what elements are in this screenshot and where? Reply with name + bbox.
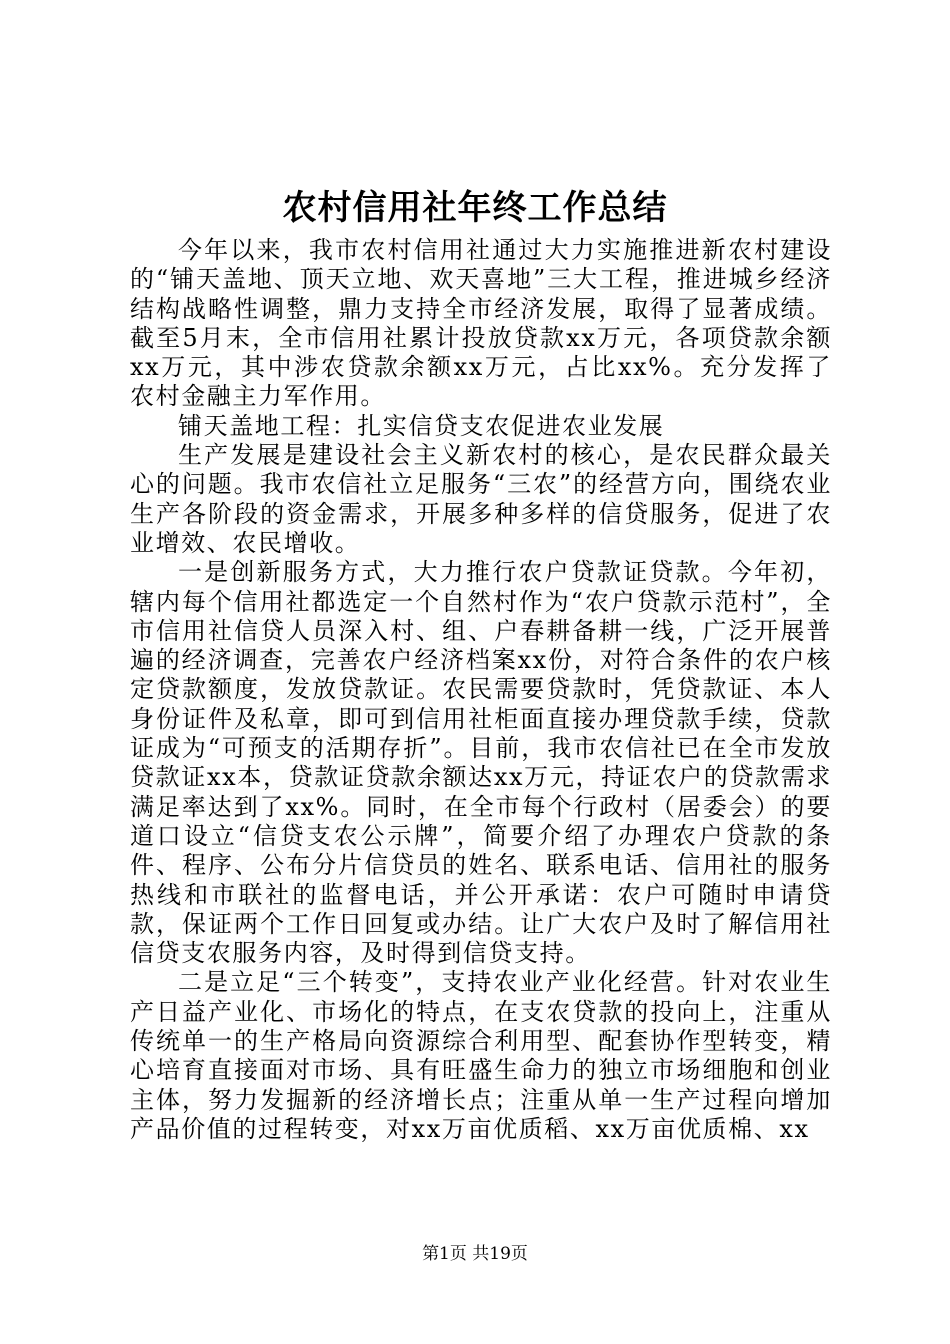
- document-title: 农村信用社年终工作总结: [282, 188, 668, 228]
- paragraph-intro: 今年以来，我市农村信用社通过大力实施推进新农村建设的“铺天盖地、顶天立地、欢天喜地”三大工程，推进城乡经济结构战略性调整，鼎力支持全市经济发展，取得了显著成绩。截至5月末，全市信用社累计投放贷款xx万元，各项贷款余额xx万元，其中涉农贷款余额xx万元，占比xx%。充分发挥了农村金融主力军作用。: [130, 236, 832, 411]
- document-body: [130, 236, 832, 1144]
- paragraph-point-2: 二是立足“三个转变”，支持农业产业化经营。针对农业生产日益产业化、市场化的特点，在支农贷款的投向上，注重从传统单一的生产格局向资源综合利用型、配套协作型转变，精心培育直接面对市场、具有旺盛生命力的独立市场细胞和创业主体，努力发掘新的经济增长点；注重从单一生产过程向增加产品价值的过程转变，对xx万亩优质稻、xx万亩优质棉、xx: [130, 968, 832, 1143]
- page-number-footer: 第1页 共19页: [422, 1244, 528, 1264]
- paragraph-point-1: 一是创新服务方式，大力推行农户贷款证贷款。今年初，辖内每个信用社都选定一个自然村作为“农户贷款示范村”，全市信用社信贷人员深入村、组、户春耕备耕一线，广泛开展普遍的经济调查，完善农户经济档案xx份，对符合条件的农户核定贷款额度，发放贷款证。农民需要贷款时，凭贷款证、本人身份证件及私章，即可到信用社柜面直接办理贷款手续，贷款证成为“可预支的活期存折”。目前，我市农信社已在全市发放贷款证xx本，贷款证贷款余额达xx万元，持证农户的贷款需求满足率达到了xx%。同时，在全市每个行政村（居委会）的要道口设立“信贷支农公示牌”，简要介绍了办理农户贷款的条件、程序、公布分片信贷员的姓名、联系电话、信用社的服务热线和市联社的监督电话，并公开承诺：农户可随时申请贷款，保证两个工作日回复或办结。让广大农户及时了解信用社信贷支农服务内容，及时得到信贷支持。: [130, 558, 832, 968]
- paragraph-heading-1: 铺天盖地工程：扎实信贷支农促进农业发展: [178, 411, 665, 440]
- paragraph-production: 生产发展是建设社会主义新农村的核心，是农民群众最关心的问题。我市农信社立足服务“三农”的经营方向，围绕农业生产各阶段的资金需求，开展多种多样的信贷服务，促进了农业增效、农民增收。: [130, 441, 832, 557]
